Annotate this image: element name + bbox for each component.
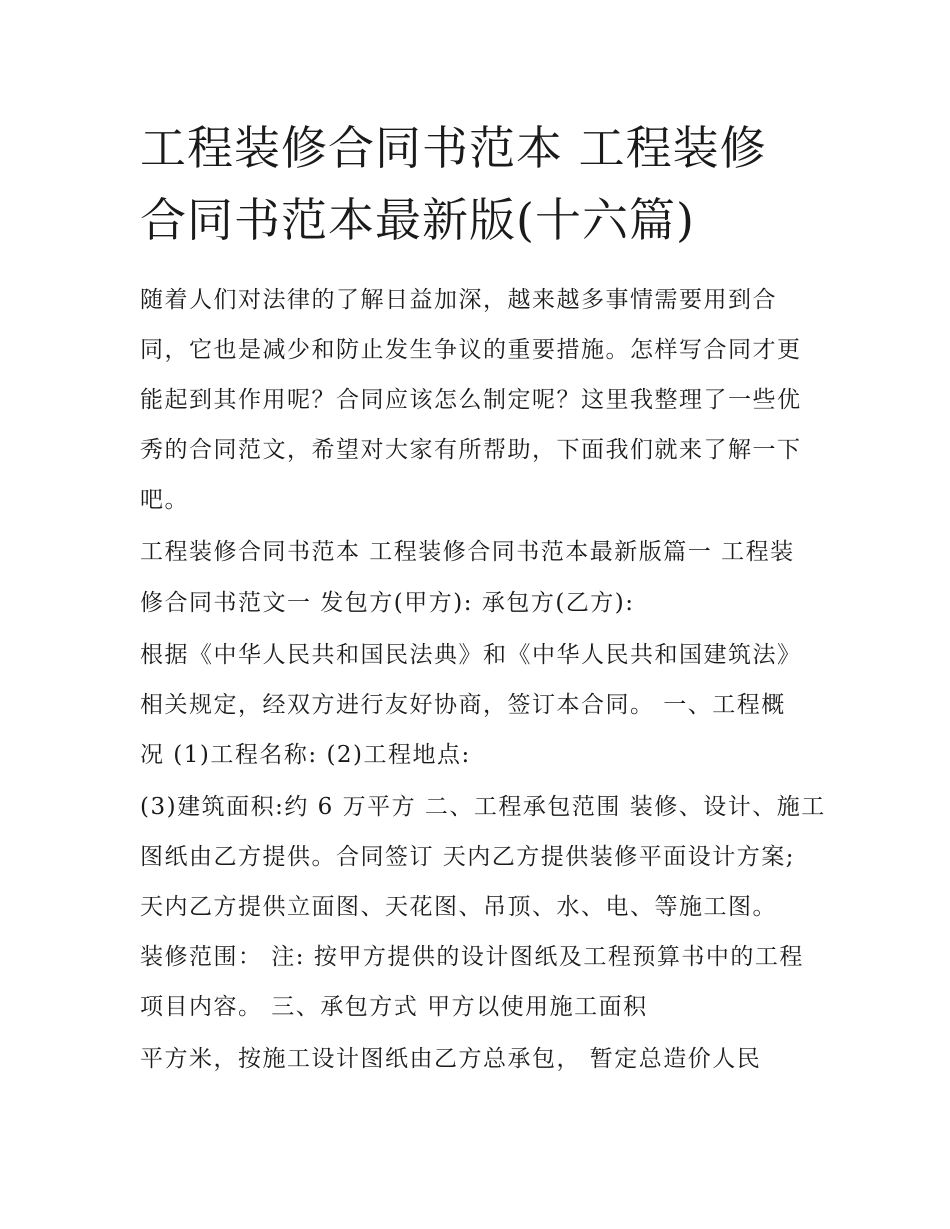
body-line-9: 相关规定，经双方进行友好协商，签订本合同。 一、工程概: [140, 692, 786, 718]
body-line-12: 图纸由乙方提供。合同签订 天内乙方提供装修平面设计方案;: [140, 844, 796, 870]
body-line-2: 同，它也是减少和防止发生争议的重要措施。怎样写合同才更: [140, 337, 802, 363]
body-line-1: 随着人们对法律的了解日益加深，越来越多事情需要用到合: [140, 287, 777, 313]
title-line-2: 合同书范本最新版(十六篇): [140, 193, 695, 247]
body-line-10: 况 (1)工程名称: (2)工程地点:: [140, 742, 471, 768]
body-line-8: 根据《中华人民共和国民法典》和《中华人民共和国建筑法》: [140, 642, 802, 668]
body-line-6: 工程装修合同书范本 工程装修合同书范本最新版篇一 工程装: [140, 539, 795, 565]
body-line-3: 能起到其作用呢？合同应该怎么制定呢？这里我整理了一些优: [140, 387, 802, 413]
body-line-13: 天内乙方提供立面图、天花图、吊顶、水、电、等施工图。: [140, 894, 777, 920]
title-line-1: 工程装修合同书范本 工程装修: [140, 121, 767, 175]
body-line-16: 平方米，按施工设计图纸由乙方总承包， 暂定总造价人民: [140, 1046, 762, 1072]
body-line-4: 秀的合同范文，希望对大家有所帮助，下面我们就来了解一下: [140, 437, 802, 463]
body-line-14: 装修范围： 注: 按甲方提供的设计图纸及工程预算书中的工程: [140, 944, 804, 970]
body-line-15: 项目内容。 三、承包方式 甲方以使用施工面积: [140, 994, 648, 1020]
body-line-5: 吧。: [140, 487, 189, 513]
body-line-11: (3)建筑面积:约 6 万平方 二、工程承包范围 装修、设计、施工: [140, 794, 826, 820]
body-line-7: 修合同书范文一 发包方(甲方): 承包方(乙方):: [140, 590, 635, 616]
document-title: [140, 112, 820, 256]
